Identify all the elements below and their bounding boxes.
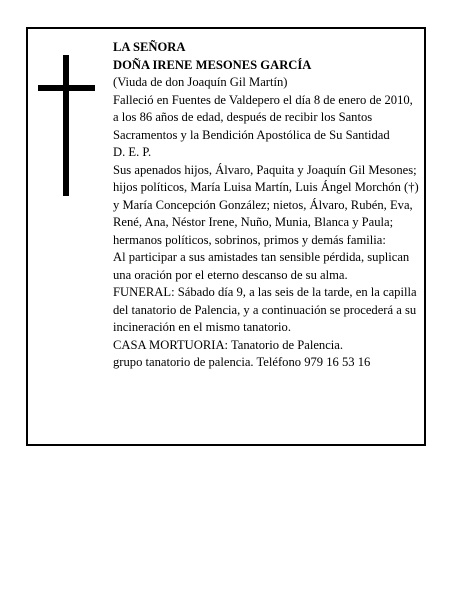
cross-icon-horizontal: [38, 85, 95, 91]
widow-of: (Viuda de don Joaquín Gil Martín): [113, 75, 288, 89]
deceased-name: DOÑA IRENE MESONES GARCÍA: [113, 57, 312, 72]
obituary-text: [113, 39, 419, 372]
family-list: Sus apenados hijos, Álvaro, Paquita y Joaquín Gil Mesones; hijos políticos, María Luisa Martín, Luis Ángel Morchón (†) y María Concepción González; nietos, Álvaro, Rubén, Eva, René, Ana, Néstor Irene, Nuño, Munia, Blanca y Paula; hermanos políticos, sobrinos, primos y demás familia:: [113, 162, 419, 247]
funeral-info: FUNERAL: Sábado día 9, a las seis de la tarde, en la capilla del tanatorio de Palencia, y a continuación se procederá a su incineración en el mismo tanatorio.: [113, 285, 417, 334]
rip: D. E. P.: [113, 145, 152, 159]
contact-info: grupo tanatorio de palencia. Teléfono 979 16 53 16: [113, 355, 371, 369]
cross-icon-vertical: [63, 55, 69, 196]
death-notice: Falleció en Fuentes de Valdepero el día 8 de enero de 2010, a los 86 años de edad, después de recibir los Santos Sacramentos y la Bendición Apostólica de Su Santidad: [113, 92, 413, 142]
casa-mortuoria: CASA MORTUORIA: Tanatorio de Palencia.: [113, 337, 344, 352]
notice-title: LA SEÑORA: [113, 40, 186, 54]
prayer-request: Al participar a sus amistades tan sensible pérdida, suplican una oración por el eterno descanso de su alma.: [113, 250, 410, 282]
